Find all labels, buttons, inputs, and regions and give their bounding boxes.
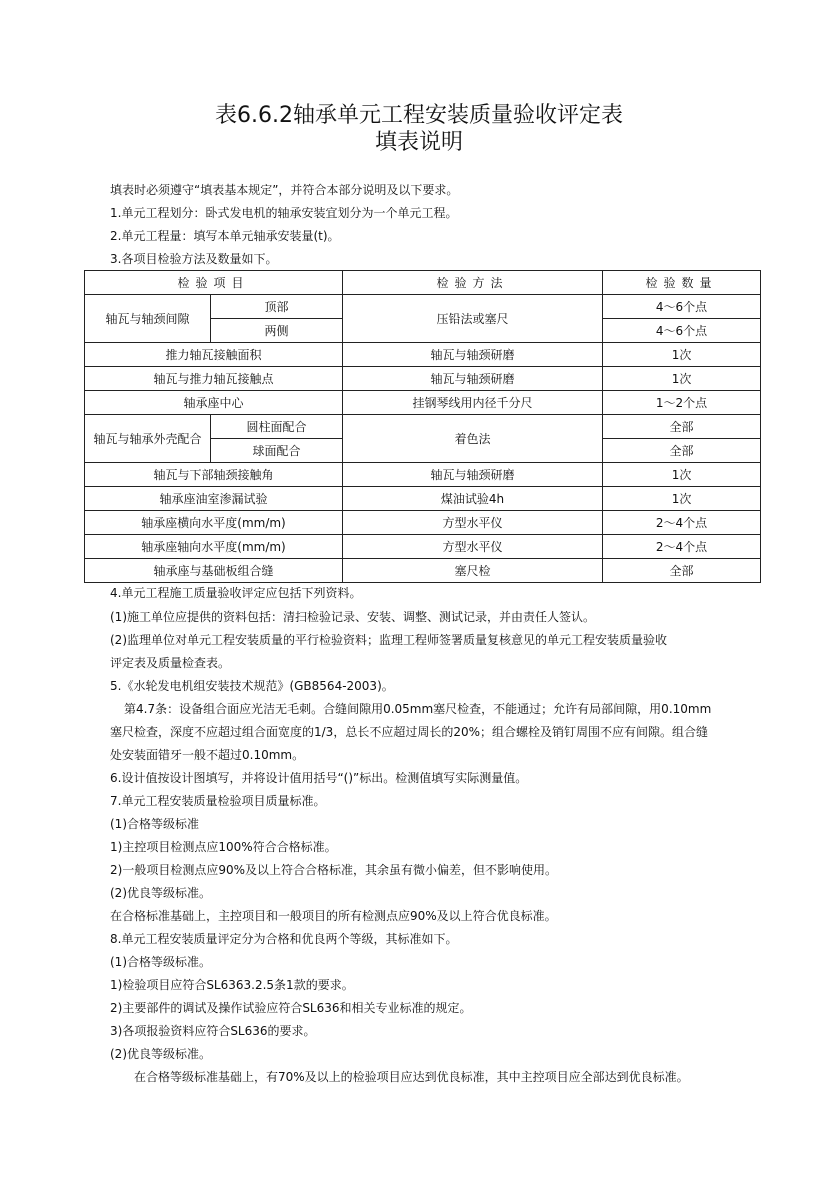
table-row — [85, 535, 761, 559]
item-cell: 轴承座轴向水平度(mm/m) — [85, 535, 343, 559]
method-cell: 着色法 — [343, 415, 603, 463]
count-cell: 1～2个点 — [603, 391, 761, 415]
method-cell: 轴瓦与轴颈研磨 — [343, 343, 603, 367]
note-line: 在合格标准基础上，主控项目和一般项目的所有检测点应90%及以上符合优良标准。 — [110, 909, 557, 923]
method-cell: 方型水平仪 — [343, 535, 603, 559]
item-cell: 轴承座中心 — [85, 391, 343, 415]
item-cell: 推力轴瓦接触面积 — [85, 343, 343, 367]
page-subtitle: 填表说明 — [374, 130, 463, 155]
note-line: 1)主控项目检测点应100%符合合格标准。 — [110, 840, 337, 854]
subitem-cell: 球面配合 — [211, 439, 343, 463]
method-cell: 挂钢琴线用内径千分尺 — [343, 391, 603, 415]
count-cell: 1次 — [603, 343, 761, 367]
table-row — [85, 511, 761, 535]
note-line: 8.单元工程安装质量评定分为合格和优良两个等级，其标准如下。 — [110, 932, 458, 946]
note-line: 7.单元工程安装质量检验项目质量标准。 — [110, 794, 326, 808]
item-cell: 轴瓦与下部轴颈接触角 — [85, 463, 343, 487]
item-cell: 轴承座横向水平度(mm/m) — [85, 511, 343, 535]
item-cell: 轴承座与基础板组合缝 — [85, 559, 343, 583]
count-cell: 全部 — [603, 439, 761, 463]
intro-line: 3.各项目检验方法及数量如下。 — [110, 252, 278, 266]
count-cell: 1次 — [603, 487, 761, 511]
count-cell: 全部 — [603, 415, 761, 439]
note-line: 处安装面错牙一般不超过0.10mm。 — [110, 748, 305, 762]
note-line: 1)检验项目应符合SL6363.2.5条1款的要求。 — [110, 978, 354, 992]
note-line: 2)一般项目检测点应90%及以上符合合格标准，其余虽有微小偏差，但不影响使用。 — [110, 863, 557, 877]
subitem-cell: 圆柱面配合 — [211, 415, 343, 439]
page-title: 表6.6.2轴承单元工程安装质量验收评定表 — [215, 103, 623, 128]
header-cell: 检验项目 — [85, 271, 343, 295]
note-line: (1)合格等级标准。 — [110, 955, 211, 969]
note-line: 第4.7条：设备组合面应光洁无毛刺。合缝间隙用0.05mm塞尺检查，不能通过；允许有局部间隙，用0.10mm — [124, 702, 712, 716]
note-line: 2)主要部件的调试及操作试验应符合SL636和相关专业标准的规定。 — [110, 1001, 472, 1015]
method-cell: 轴瓦与轴颈研磨 — [343, 463, 603, 487]
note-line: 6.设计值按设计图填写，并将设计值用括号“()”标出。检测值填写实际测量值。 — [110, 771, 528, 785]
table-header-row — [85, 271, 761, 295]
method-cell: 塞尺检 — [343, 559, 603, 583]
note-line: 塞尺检查，深度不应超过组合面宽度的1/3，总长不应超过周长的20%；组合螺栓及销钉周围不应有间隙。组合缝 — [110, 725, 708, 739]
table-row — [85, 367, 761, 391]
note-line: 评定表及质量检查表。 — [110, 656, 231, 670]
count-cell: 4～6个点 — [603, 295, 761, 319]
note-line: (2)优良等级标准。 — [110, 1047, 211, 1061]
table-row — [85, 559, 761, 583]
item-cell: 轴承座油室渗漏试验 — [85, 487, 343, 511]
note-line: 在合格等级标准基础上，有70%及以上的检验项目应达到优良标准，其中主控项目应全部达到优良标准。 — [134, 1070, 689, 1084]
intro-line: 1.单元工程划分：卧式发电机的轴承安装宜划分为一个单元工程。 — [110, 206, 458, 220]
method-cell: 压铅法或塞尺 — [343, 295, 603, 343]
note-line: 3)各项报验资料应符合SL636的要求。 — [110, 1024, 316, 1038]
method-cell: 煤油试验4h — [343, 487, 603, 511]
note-line: (1)施工单位应提供的资料包括：清扫检验记录、安装、调整、测试记录，并由责任人签认。 — [110, 610, 596, 624]
table-row — [85, 391, 761, 415]
table-row — [85, 295, 761, 319]
inspection-table — [84, 270, 761, 583]
count-cell: 2～4个点 — [603, 511, 761, 535]
table-row — [85, 343, 761, 367]
count-cell: 4～6个点 — [603, 319, 761, 343]
table-row — [85, 463, 761, 487]
count-cell: 2～4个点 — [603, 535, 761, 559]
item-cell: 轴瓦与轴颈间隙 — [85, 295, 211, 343]
note-line: 5.《水轮发电机组安装技术规范》(GB8564-2003)。 — [110, 679, 394, 693]
subitem-cell: 顶部 — [211, 295, 343, 319]
note-line: (1)合格等级标准 — [110, 817, 199, 831]
header-cell: 检验数量 — [603, 271, 761, 295]
table-row — [85, 415, 761, 439]
count-cell: 1次 — [603, 367, 761, 391]
item-cell: 轴瓦与推力轴瓦接触点 — [85, 367, 343, 391]
count-cell: 1次 — [603, 463, 761, 487]
intro-line: 2.单元工程量：填写本单元轴承安装量(t)。 — [110, 229, 340, 243]
note-line: (2)监理单位对单元工程安装质量的平行检验资料；监理工程师签署质量复核意见的单元工程安装质量验收 — [110, 633, 668, 647]
method-cell: 轴瓦与轴颈研磨 — [343, 367, 603, 391]
note-line: 4.单元工程施工质量验收评定应包括下列资料。 — [110, 586, 362, 600]
note-line: (2)优良等级标准。 — [110, 886, 211, 900]
intro-line: 填表时必须遵守“填表基本规定”，并符合本部分说明及以下要求。 — [110, 183, 459, 197]
item-cell: 轴瓦与轴承外壳配合 — [85, 415, 211, 463]
subitem-cell: 两侧 — [211, 319, 343, 343]
header-cell: 检验方法 — [343, 271, 603, 295]
count-cell: 全部 — [603, 559, 761, 583]
table-row — [85, 487, 761, 511]
method-cell: 方型水平仪 — [343, 511, 603, 535]
